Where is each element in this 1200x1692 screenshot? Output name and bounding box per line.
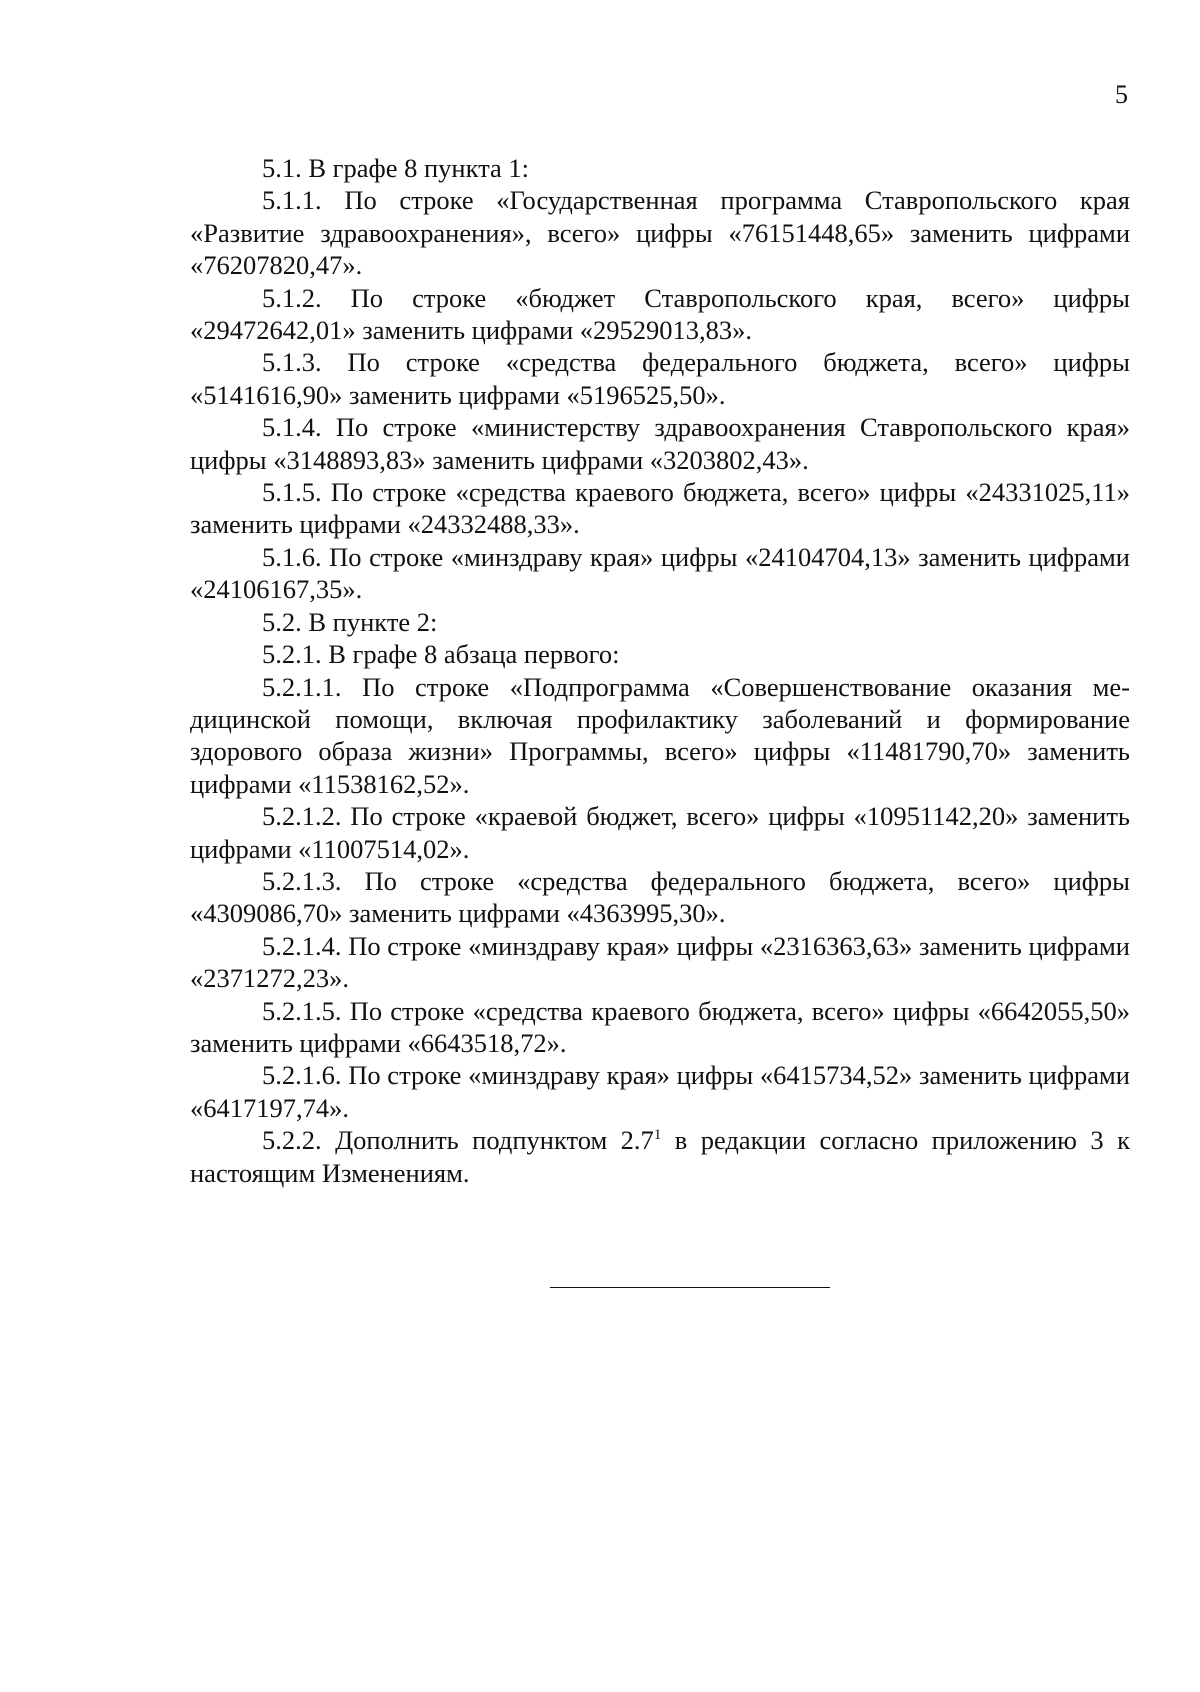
paragraph-5-1-3: 5.1.3. По строке «средства федерального бюджета, всего» цифры «5141616,90» заменить цифрами «5196525,50». <box>190 347 1130 410</box>
paragraph-5-1: 5.1. В графе 8 пункта 1: <box>262 153 530 183</box>
paragraph-5-2-1-1: 5.2.1.1. По строке «Подпрограмма «Совершенствование оказания медицинской помощи, включая профилактику заболеваний и формирование здорового образа жизни» Программы, всего» цифры «11481790,70» заменить цифрами «11538162,52». <box>190 671 1130 799</box>
paragraph-5-1-4: 5.1.4. По строке «министерству здравоохранения Ставропольского края» цифры «3148893,83» заменить цифрами «3203802,43». <box>190 412 1130 475</box>
paragraph-5-1-6: 5.1.6. По строке «минздраву края» цифры «24104704,13» заменить цифрами «24106167,35». <box>190 541 1130 605</box>
paragraph-5-1-5: 5.1.5. По строке «средства краевого бюджета, всего» цифры «24331025,11» заменить цифрами «24332488,33». <box>190 477 1130 540</box>
paragraph-5-2: 5.2. В пункте 2: <box>262 606 438 637</box>
paragraph-5-2-2-end: в редакции согласно приложению 3 к настоящим Изменениям. <box>190 1125 1130 1188</box>
paragraph-5-2-1-3: 5.2.1.3. По строке «средства федерального бюджета, всего» цифры «4309086,70» заменить цифрами «4363995,30». <box>190 865 1130 929</box>
paragraph-5-2-2 <box>190 1124 1130 1189</box>
paragraph-5-2-1: 5.2.1. В графе 8 абзаца первого: <box>262 639 620 670</box>
paragraph-5-2-1-5: 5.2.1.5. По строке «средства краевого бюджета, всего» цифры «6642055,50» заменить цифрами «6643518,72». <box>190 995 1130 1058</box>
superscript-index: 1 <box>653 1127 662 1144</box>
page-number: 5 <box>1115 80 1128 109</box>
document-body <box>190 152 1130 1189</box>
end-of-text-rule <box>550 1287 830 1288</box>
paragraph-5-1-1: 5.1.1. По строке «Государственная программа Ставропольского края «Развитие здравоохранения», всего» цифры «76151448,65» заменить цифрами «76207820,47». <box>190 185 1130 281</box>
paragraph-5-2-1-4: 5.2.1.4. По строке «минздраву края» цифры «2316363,63» заменить цифрами «2371272,23». <box>190 930 1130 994</box>
paragraph-5-2-2-start: 5.2.2. Дополнить подпунктом 2.7 <box>262 1125 654 1156</box>
paragraph-5-1-2: 5.1.2. По строке «бюджет Ставропольского края, всего» цифры «29472642,01» заменить цифрами «29529013,83». <box>190 282 1130 346</box>
paragraph-5-2-1-2: 5.2.1.2. По строке «краевой бюджет, всего» цифры «10951142,20» заменить цифрами «11007514,02». <box>190 801 1130 864</box>
paragraph-5-2-1-6: 5.2.1.6. По строке «минздраву края» цифры «6415734,52» заменить цифрами «6417197,74». <box>190 1060 1130 1123</box>
